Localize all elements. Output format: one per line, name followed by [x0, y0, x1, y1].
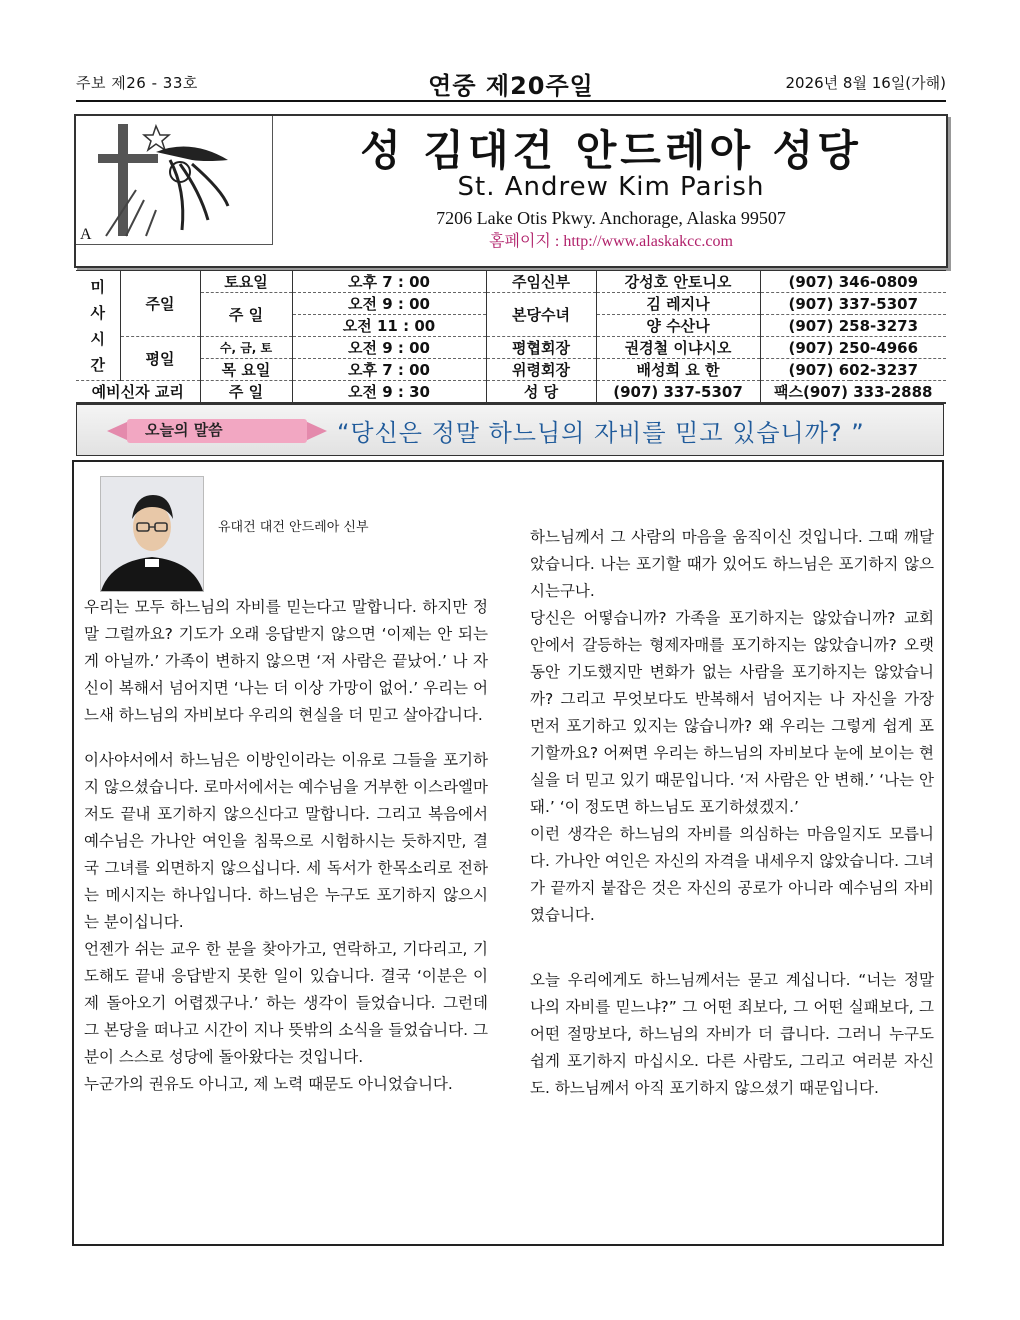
sisters-role: 본당수녀 [486, 293, 596, 337]
parish-name-english: St. Andrew Kim Parish [457, 172, 765, 202]
catechumen-time: 오전 9 : 30 [292, 381, 486, 404]
mass-schedule-table [76, 270, 946, 404]
homily-paragraph: 언젠가 쉬는 교우 한 분을 찾아가고, 연락하고, 기다리고, 기도해도 끝내 응답받지 못한 일이 있습니다. 결국 ‘이분은 이제 돌아오기 어렵겠구나.’ 하는 생각이 들었습니다. 그런데 그 본당을 떠나고 시간이 지나 뜻밖의 소식을 들었습니다. 그분이 스스로 성당에 돌아왔다는 것입니다. [84, 940, 488, 1066]
pastor-phone: (907) 346-0809 [760, 271, 946, 293]
homily-paragraph: 이런 생각은 하느님의 자비를 의심하는 마음일지도 모릅니다. 가나안 여인은 자신의 자격을 내세우지 않았습니다. 그녀가 끝까지 붙잡은 것은 자신의 공로가 아니라 예수님의 자비였습니다. [530, 825, 934, 924]
steward-name: 배성희 요 한 [596, 359, 760, 381]
homepage-link[interactable]: 홈페이지 : http://www.alaskakcc.com [489, 233, 733, 250]
weekday-days-1: 수, 금, 토 [200, 337, 292, 359]
issue-number: 주보 제26 - 33호 [76, 74, 198, 92]
priest-photo [100, 476, 204, 592]
bulletin-date: 2026년 8월 16일(가해) [785, 74, 946, 92]
weekday-time-1: 오전 9 : 00 [292, 337, 486, 359]
sister-1-phone: (907) 337-5307 [760, 293, 946, 315]
council-role: 평협회장 [486, 337, 596, 359]
sister-1-name: 김 레지나 [596, 293, 760, 315]
homily-paragraph: 오늘 우리에게도 하느님께서는 묻고 계십니다. “너는 정말 나의 자비를 믿느냐?” 그 어떤 죄보다, 그 어떤 실패보다, 그 어떤 절망보다, 하느님의 자비가 더 큽니다. 그러니 누구도 쉽게 포기하지 마십시오. 다른 사람도, 그리고 여러분 자신도. 하느님께서 아직 포기하지 않으셨기 때문입니다. [530, 971, 934, 1097]
weekday-label: 평일 [120, 337, 200, 381]
saturday-label: 토요일 [200, 271, 292, 293]
word-quote: “당신은 정말 하느님의 자비를 믿고 있습니까? ” [337, 419, 865, 447]
weekday-time-2: 오후 7 : 00 [292, 359, 486, 381]
ribbon-icon [107, 415, 327, 447]
sunday-time-2: 오전 11 : 00 [292, 315, 486, 337]
homily-author: 유대건 대건 안드레아 신부 [218, 520, 369, 535]
catechumen-label: 예비신자 교리 [76, 381, 200, 404]
mass-times-label: 미 사 시 간 [76, 271, 120, 381]
bulletin-top-bar [76, 66, 946, 102]
council-name: 권경철 이냐시오 [596, 337, 760, 359]
logo-letter: A [80, 226, 92, 243]
parish-name-korean: 성 김대건 안드레아 성당 [360, 126, 862, 175]
fax-number: 팩스(907) 333-2888 [760, 381, 946, 404]
homily-right-column [530, 524, 934, 1102]
sister-2-name: 양 수산나 [596, 315, 760, 337]
pastor-role: 주임신부 [486, 271, 596, 293]
homily-section [72, 460, 944, 1246]
sunday-time-1: 오전 9 : 00 [292, 293, 486, 315]
pastor-name: 강성호 안토니오 [596, 271, 760, 293]
liturgical-title: 연중 제20주일 [428, 72, 594, 100]
weekday-days-2: 목 요일 [200, 359, 292, 381]
homily-left-column [84, 594, 488, 1098]
homily-paragraph: 누군가의 권유도 아니고, 제 노력 때문도 아니었습니다. [84, 1075, 453, 1093]
catechumen-day: 주 일 [200, 381, 292, 404]
parish-address: 7206 Lake Otis Pkwy. Anchorage, Alaska 99507 [436, 208, 786, 228]
church-role: 성 당 [486, 381, 596, 404]
saturday-time: 오후 7 : 00 [292, 271, 486, 293]
word-of-the-day-banner [76, 404, 944, 456]
steward-phone: (907) 602-3237 [760, 359, 946, 381]
church-phone: (907) 337-5307 [596, 381, 760, 404]
priest-portrait-icon [101, 477, 203, 591]
homily-paragraph: 하느님께서 그 사람의 마음을 움직이신 것입니다. 그때 깨달았습니다. 나는 포기할 때가 있어도 하느님은 포기하지 않으시는구나. [530, 528, 934, 600]
steward-role: 위령회장 [486, 359, 596, 381]
parish-logo [76, 116, 273, 245]
sunday-day-label: 주 일 [200, 293, 292, 337]
council-phone: (907) 250-4966 [760, 337, 946, 359]
sister-2-phone: (907) 258-3273 [760, 315, 946, 337]
homily-paragraph: 당신은 어떻습니까? 가족을 포기하지는 않았습니까? 교회 안에서 갈등하는 형제자매를 포기하지는 않았습니까? 오랫동안 기도했지만 변화가 없는 사람을 포기하지는 않았습니까? 그리고 무엇보다도 반복해서 넘어지는 나 자신을 가장 먼저 포기하고 있지는 않습니까? 왜 우리는 그렇게 쉽게 포기할까요? 어쩌면 우리는 하느님의 자비보다 눈에 보이는 현실을 더 믿고 있기 때문입니다. ‘저 사람은 안 변해.’ ‘나는 안 돼.’ ‘이 정도면 하느님도 포기하셨겠지.’ [530, 609, 934, 816]
parish-header [74, 114, 948, 268]
word-label: 오늘의 말씀 [145, 421, 223, 439]
sunday-label: 주일 [120, 271, 200, 337]
homily-paragraph: 우리는 모두 하느님의 자비를 믿는다고 말합니다. 하지만 정말 그럴까요? 기도가 오래 응답받지 않으면 ‘이제는 안 되는 게 아닐까.’ 가족이 변하지 않으면 ‘저 사람은 끝났어.’ 나 자신이 복해서 넘어지면 ‘나는 더 이상 가망이 없어.’ 우리는 어느새 하느님의 자비보다 우리의 현실을 더 믿고 살아갑니다. [84, 598, 488, 724]
homily-paragraph: 이사야서에서 하느님은 이방인이라는 이유로 그들을 포기하지 않으셨습니다. 로마서에서는 예수님을 거부한 이스라엘마저도 끝내 포기하지 않으신다고 말합니다. 그리고 복음에서 예수님은 가나안 여인을 침묵으로 시험하시는 듯하지만, 결국 그녀를 외면하지 않으십니다. 세 독서가 한목소리로 전하는 메시지는 하나입니다. 하느님은 누구도 포기하지 않으시는 분이십니다. [84, 751, 488, 931]
cross-figure-icon [96, 120, 256, 240]
